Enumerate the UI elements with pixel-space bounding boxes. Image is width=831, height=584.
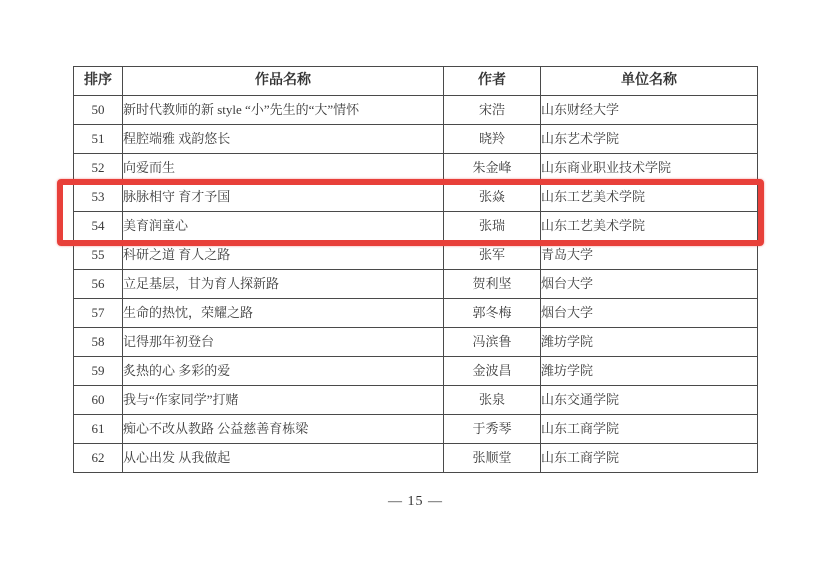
author-cell: 张泉 [444, 386, 541, 415]
title-cell: 记得那年初登台 [123, 328, 444, 357]
unit-cell: 山东艺术学院 [541, 125, 758, 154]
awards-table [73, 66, 758, 473]
table-row [74, 212, 758, 241]
title-cell: 痴心不改从教路 公益慈善育栋梁 [123, 415, 444, 444]
title-cell: 向爱而生 [123, 154, 444, 183]
author-cell: 张顺堂 [444, 444, 541, 473]
table-row [74, 154, 758, 183]
header-unit: 单位名称 [541, 67, 758, 96]
header-rank: 排序 [74, 67, 123, 96]
rank-cell: 54 [74, 212, 123, 241]
unit-cell: 山东工艺美术学院 [541, 212, 758, 241]
unit-cell: 烟台大学 [541, 299, 758, 328]
author-cell: 金波昌 [444, 357, 541, 386]
unit-cell: 山东工艺美术学院 [541, 183, 758, 212]
unit-cell: 潍坊学院 [541, 357, 758, 386]
rank-cell: 51 [74, 125, 123, 154]
author-cell: 宋浩 [444, 96, 541, 125]
author-cell: 贺利坚 [444, 270, 541, 299]
header-row [74, 67, 758, 96]
unit-cell: 山东财经大学 [541, 96, 758, 125]
table-row [74, 96, 758, 125]
author-cell: 郭冬梅 [444, 299, 541, 328]
table-row [74, 386, 758, 415]
rank-cell: 53 [74, 183, 123, 212]
author-cell: 晓羚 [444, 125, 541, 154]
rank-cell: 58 [74, 328, 123, 357]
title-cell: 科研之道 育人之路 [123, 241, 444, 270]
title-cell: 程腔端雅 戏韵悠长 [123, 125, 444, 154]
table-row [74, 241, 758, 270]
unit-cell: 山东交通学院 [541, 386, 758, 415]
title-cell: 美育润童心 [123, 212, 444, 241]
rank-cell: 60 [74, 386, 123, 415]
table-header [74, 67, 758, 96]
table-body [74, 96, 758, 473]
table-row [74, 299, 758, 328]
unit-cell: 山东工商学院 [541, 444, 758, 473]
table-row [74, 444, 758, 473]
table-row [74, 328, 758, 357]
author-cell: 冯滨鲁 [444, 328, 541, 357]
unit-cell: 山东商业职业技术学院 [541, 154, 758, 183]
title-cell: 脉脉相守 育才予国 [123, 183, 444, 212]
unit-cell: 潍坊学院 [541, 328, 758, 357]
table-row [74, 415, 758, 444]
author-cell: 张瑞 [444, 212, 541, 241]
rank-cell: 61 [74, 415, 123, 444]
header-title: 作品名称 [123, 67, 444, 96]
author-cell: 于秀琴 [444, 415, 541, 444]
title-cell: 炙热的心 多彩的爱 [123, 357, 444, 386]
title-cell: 从心出发 从我做起 [123, 444, 444, 473]
table-row [74, 183, 758, 212]
title-cell: 生命的热忱，荣耀之路 [123, 299, 444, 328]
page-number: — 15 — [388, 494, 443, 509]
rank-cell: 62 [74, 444, 123, 473]
rank-cell: 56 [74, 270, 123, 299]
author-cell: 张焱 [444, 183, 541, 212]
author-cell: 朱金峰 [444, 154, 541, 183]
rank-cell: 50 [74, 96, 123, 125]
rank-cell: 59 [74, 357, 123, 386]
unit-cell: 山东工商学院 [541, 415, 758, 444]
rank-cell: 57 [74, 299, 123, 328]
header-author: 作者 [444, 67, 541, 96]
table-row [74, 357, 758, 386]
title-cell: 新时代教师的新 style “小”先生的“大”情怀 [123, 96, 444, 125]
rank-cell: 52 [74, 154, 123, 183]
title-cell: 立足基层，甘为育人探新路 [123, 270, 444, 299]
rank-cell: 55 [74, 241, 123, 270]
unit-cell: 青岛大学 [541, 241, 758, 270]
author-cell: 张军 [444, 241, 541, 270]
unit-cell: 烟台大学 [541, 270, 758, 299]
table-row [74, 125, 758, 154]
table-row [74, 270, 758, 299]
title-cell: 我与“作家同学”打赌 [123, 386, 444, 415]
